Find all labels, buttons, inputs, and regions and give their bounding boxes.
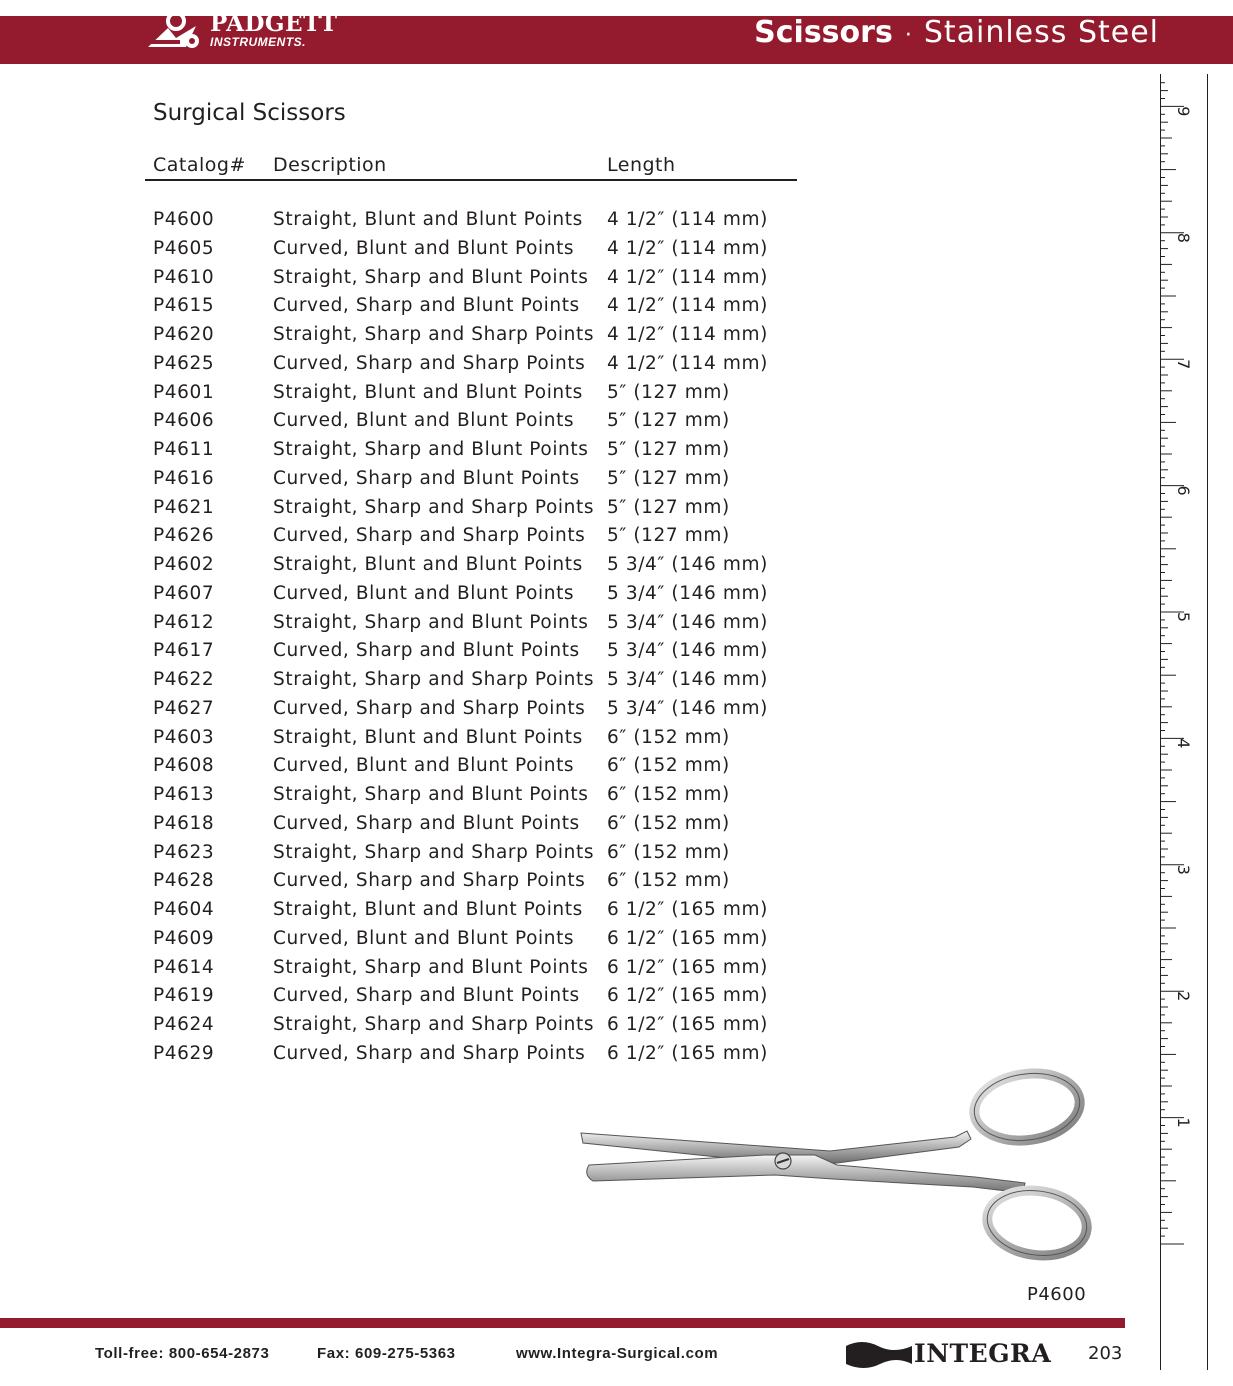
table-row	[145, 612, 797, 641]
description: Curved, Sharp and Sharp Points	[273, 697, 586, 719]
table-row	[145, 727, 797, 756]
length: 5″ (127 mm)	[607, 439, 730, 460]
ruler-label: 3	[1174, 864, 1193, 875]
table-header	[145, 150, 797, 181]
description: Straight, Blunt and Blunt Points	[273, 726, 583, 748]
description: Straight, Sharp and Blunt Points	[273, 784, 589, 805]
table-row	[145, 324, 797, 353]
catalog-number: P4601	[153, 381, 215, 403]
length: 5 3/4″ (146 mm)	[607, 554, 768, 575]
description: Curved, Sharp and Blunt Points	[273, 467, 580, 489]
table-row	[145, 985, 797, 1014]
catalog-number: P4627	[153, 697, 215, 719]
description: Curved, Sharp and Blunt Points	[273, 812, 580, 834]
length: 6 1/2″ (165 mm)	[607, 985, 768, 1007]
section-title: Surgical Scissors	[153, 100, 346, 126]
catalog-number: P4605	[153, 237, 215, 259]
page-number: 203	[1088, 1343, 1123, 1364]
catalog-number: P4610	[153, 266, 215, 288]
length: 4 1/2″ (114 mm)	[607, 209, 768, 230]
image-caption: P4600	[1027, 1284, 1087, 1305]
length: 6″ (152 mm)	[607, 870, 730, 892]
length: 4 1/2″ (114 mm)	[607, 324, 768, 345]
description: Straight, Sharp and Sharp Points	[273, 669, 595, 690]
catalog-number: P4607	[153, 582, 215, 604]
length: 6 1/2″ (165 mm)	[607, 1042, 768, 1064]
column-header-length: Length	[607, 154, 676, 176]
length: 5 3/4″ (146 mm)	[607, 582, 768, 604]
page-title-bold: Scissors	[754, 15, 893, 50]
length: 5″ (127 mm)	[607, 467, 730, 489]
page-title-separator: ·	[904, 23, 912, 48]
footer-bar	[0, 1318, 1125, 1328]
ruler-label: 9	[1174, 106, 1193, 117]
length: 4 1/2″ (114 mm)	[607, 237, 768, 259]
description: Curved, Blunt and Blunt Points	[273, 927, 575, 949]
description: Straight, Sharp and Blunt Points	[273, 266, 589, 288]
length: 6″ (152 mm)	[607, 784, 730, 805]
table-row	[145, 525, 797, 554]
tollfree-number: Toll-free: 800-654-2873	[95, 1345, 270, 1362]
website-link[interactable]: www.Integra-Surgical.com	[516, 1345, 719, 1362]
catalog-number: P4617	[153, 640, 215, 662]
table-row	[145, 755, 797, 784]
table-row	[145, 928, 797, 957]
catalog-number: P4618	[153, 812, 215, 834]
page-title	[754, 16, 1159, 53]
description: Curved, Sharp and Blunt Points	[273, 985, 580, 1007]
table-row	[145, 238, 797, 267]
description: Straight, Sharp and Sharp Points	[273, 496, 595, 518]
catalog-number: P4602	[153, 554, 215, 575]
length: 5″ (127 mm)	[607, 381, 730, 403]
length: 5 3/4″ (146 mm)	[607, 697, 768, 719]
table-row	[145, 410, 797, 439]
catalog-number: P4612	[153, 611, 215, 633]
table-row	[145, 842, 797, 871]
ruler-label: 5	[1174, 611, 1193, 623]
integra-logo-mark	[844, 1338, 914, 1368]
table-row	[145, 468, 797, 497]
catalog-number: P4626	[153, 525, 215, 547]
description: Straight, Sharp and Blunt Points	[273, 956, 589, 978]
integra-logo	[844, 1336, 1064, 1370]
length: 6″ (152 mm)	[607, 726, 730, 748]
length: 5 3/4″ (146 mm)	[607, 669, 768, 690]
description: Curved, Sharp and Sharp Points	[273, 1042, 586, 1064]
catalog-number: P4623	[153, 841, 215, 863]
table-row	[145, 353, 797, 382]
table-row	[145, 267, 797, 296]
length: 4 1/2″ (114 mm)	[607, 266, 768, 288]
description: Curved, Blunt and Blunt Points	[273, 410, 575, 432]
catalog-number: P4621	[153, 496, 215, 518]
ruler-label: 8	[1174, 232, 1193, 243]
table-row	[145, 1014, 797, 1043]
table-row	[145, 497, 797, 526]
catalog-number: P4624	[153, 1014, 215, 1035]
catalog-number: P4615	[153, 295, 215, 317]
catalog-number: P4629	[153, 1042, 215, 1064]
column-header-description: Description	[273, 154, 387, 176]
description: Curved, Sharp and Blunt Points	[273, 295, 580, 317]
length: 6 1/2″ (165 mm)	[607, 899, 768, 920]
fax-number: Fax: 609-275-5363	[317, 1345, 456, 1362]
table-row	[145, 669, 797, 698]
description: Curved, Blunt and Blunt Points	[273, 237, 575, 259]
description: Curved, Sharp and Sharp Points	[273, 352, 586, 374]
catalog-number: P4604	[153, 899, 215, 920]
catalog-number: P4622	[153, 669, 215, 690]
catalog-number: P4620	[153, 324, 215, 345]
scissors-image	[575, 1065, 1095, 1265]
catalog-number: P4613	[153, 784, 215, 805]
column-header-catalog: Catalog#	[153, 154, 246, 176]
description: Straight, Sharp and Sharp Points	[273, 324, 595, 345]
logo-subtitle: INSTRUMENTS.	[210, 35, 306, 49]
length: 6″ (152 mm)	[607, 755, 730, 777]
catalog-number: P4603	[153, 726, 215, 748]
description: Curved, Sharp and Sharp Points	[273, 525, 586, 547]
description: Straight, Sharp and Blunt Points	[273, 611, 589, 633]
description: Straight, Sharp and Sharp Points	[273, 1014, 595, 1035]
catalog-number: P4606	[153, 410, 215, 432]
padgett-logo	[146, 10, 376, 62]
header-bar	[0, 10, 1233, 64]
description: Curved, Blunt and Blunt Points	[273, 582, 575, 604]
catalog-number: P4600	[153, 209, 215, 230]
description: Straight, Blunt and Blunt Points	[273, 209, 583, 230]
inch-ruler	[1160, 74, 1208, 1370]
length: 6 1/2″ (165 mm)	[607, 927, 768, 949]
table-row	[145, 209, 797, 238]
logo-name: PADGETT	[210, 10, 338, 37]
length: 4 1/2″ (114 mm)	[607, 295, 768, 317]
ruler-label: 7	[1174, 359, 1193, 370]
ruler-label: 1	[1174, 1117, 1193, 1128]
description: Straight, Sharp and Blunt Points	[273, 439, 589, 460]
catalog-number: P4611	[153, 439, 215, 460]
catalog-number: P4614	[153, 956, 215, 978]
ruler-label: 2	[1174, 991, 1193, 1002]
table-row	[145, 295, 797, 324]
table-row	[145, 698, 797, 727]
length: 6″ (152 mm)	[607, 841, 730, 863]
catalog-number: P4616	[153, 467, 215, 489]
table-row	[145, 813, 797, 842]
page-title-light: Stainless Steel	[923, 15, 1159, 50]
catalog-number: P4609	[153, 927, 215, 949]
table-row	[145, 870, 797, 899]
ruler-label: 6	[1174, 485, 1193, 496]
table-row	[145, 583, 797, 612]
description: Straight, Blunt and Blunt Points	[273, 554, 583, 575]
ruler-label: 4	[1174, 738, 1193, 749]
catalog-number: P4608	[153, 755, 215, 777]
length: 6 1/2″ (165 mm)	[607, 1014, 768, 1035]
catalog-number: P4619	[153, 985, 215, 1007]
length: 5 3/4″ (146 mm)	[607, 611, 768, 633]
description: Straight, Blunt and Blunt Points	[273, 381, 583, 403]
description: Curved, Blunt and Blunt Points	[273, 755, 575, 777]
description: Straight, Sharp and Sharp Points	[273, 841, 595, 863]
table-row	[145, 899, 797, 928]
length: 4 1/2″ (114 mm)	[607, 352, 768, 374]
length: 6 1/2″ (165 mm)	[607, 956, 768, 978]
description: Straight, Blunt and Blunt Points	[273, 899, 583, 920]
length: 5″ (127 mm)	[607, 410, 730, 432]
length: 5″ (127 mm)	[607, 525, 730, 547]
length: 5″ (127 mm)	[607, 496, 730, 518]
description: Curved, Sharp and Sharp Points	[273, 870, 586, 892]
table-row	[145, 784, 797, 813]
description: Curved, Sharp and Blunt Points	[273, 640, 580, 662]
length: 5 3/4″ (146 mm)	[607, 640, 768, 662]
integra-wordmark: INTEGRA	[914, 1339, 1052, 1368]
table-row	[145, 957, 797, 986]
padgett-logo-mark	[146, 16, 210, 62]
length: 6″ (152 mm)	[607, 812, 730, 834]
table-row	[145, 554, 797, 583]
table-row	[145, 640, 797, 669]
table-body	[145, 209, 797, 1072]
catalog-number: P4628	[153, 870, 215, 892]
table-row	[145, 382, 797, 411]
catalog-number: P4625	[153, 352, 215, 374]
table-row	[145, 439, 797, 468]
